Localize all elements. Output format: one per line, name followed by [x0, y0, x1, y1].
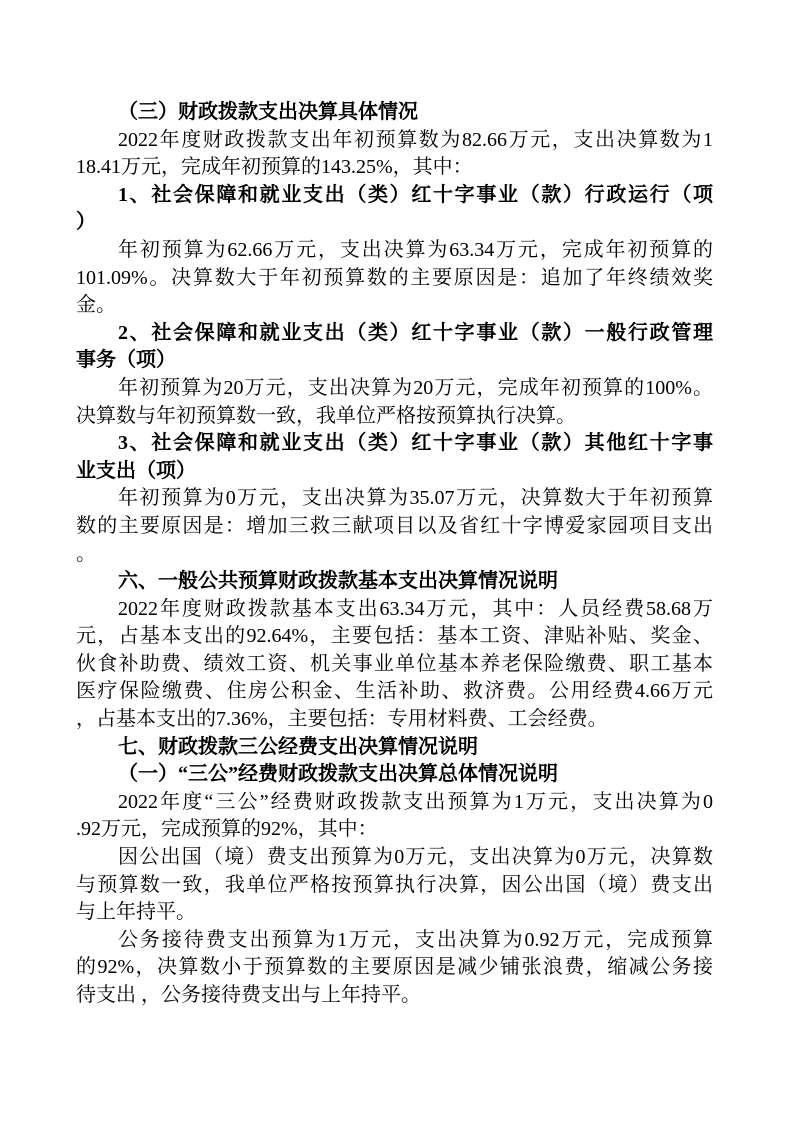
subheading-item-1-continuation: ）: [76, 211, 96, 234]
body-line: 年初预算为0万元，支出决算为35.07万元，决算数大于年初预算: [118, 487, 713, 510]
body-line: 18.41万元，完成年初预算的143.25%，其中：: [76, 156, 473, 179]
subheading-item-2-continuation: 事务（项）: [76, 349, 176, 372]
body-line: 2022年度财政拨款支出年初预算数为82.66万元，支出决算数为1: [118, 128, 713, 151]
body-line: 与上年持平。: [76, 901, 196, 924]
section-heading-three-public-expenses: 七、财政拨款三公经费支出决算情况说明: [118, 735, 478, 758]
body-line: .92万元，完成预算的92%，其中：: [76, 818, 378, 841]
body-line: 2022年度“三公”经费财政拨款支出预算为1万元，支出决算为0: [118, 790, 713, 813]
body-line: 。: [76, 542, 96, 565]
body-line: ，占基本支出的7.36%，主要包括：专用材料费、工会经费。: [76, 708, 608, 731]
body-line: 因公出国（境）费支出预算为0万元，支出决算为0万元，决算数: [118, 846, 713, 869]
body-line: 金。: [76, 294, 116, 317]
subheading-item-3-other-red-cross: 3、社会保障和就业支出（类）红十字事业（款）其他红十字事: [118, 432, 713, 455]
body-line: 年初预算为20万元，支出决算为20万元，完成年初预算的100%。: [118, 376, 713, 399]
body-line: 医疗保险缴费、住房公积金、生活补助、救济费。公用经费4.66万元: [76, 680, 713, 703]
body-line: 待支出 ，公务接待费支出与上年持平。: [76, 984, 421, 1006]
section-heading-fiscal-expenditure-details: （三）财政拨款支出决算具体情况: [118, 101, 418, 123]
document-body: [76, 99, 713, 1010]
subheading-item-3-continuation: 业支出（项）: [76, 459, 196, 482]
body-line: 公务接待费支出预算为1万元，支出决算为0.92万元，完成预算: [118, 928, 713, 951]
body-line: 元，占基本支出的92.64%，主要包括：基本工资、津贴补贴、奖金、: [76, 625, 713, 648]
body-line: 101.09%。决算数大于年初预算数的主要原因是：追加了年终绩效奖: [76, 266, 713, 289]
subheading-three-public-overview: （一）“三公”经费财政拨款支出决算总体情况说明: [118, 763, 558, 786]
body-line: 的92%，决算数小于预算数的主要原因是减少铺张浪费，缩减公务接: [76, 956, 713, 979]
body-line: 伙食补助费、绩效工资、机关事业单位基本养老保险缴费、职工基本: [76, 652, 713, 675]
body-line: 数的主要原因是：增加三救三献项目以及省红十字博爱家园项目支出: [76, 514, 713, 537]
body-line: 年初预算为62.66万元，支出决算为63.34万元，完成年初预算的: [118, 238, 713, 261]
subheading-item-1-admin-operation: 1、社会保障和就业支出（类）红十字事业（款）行政运行（项: [118, 183, 713, 206]
body-line: 决算数与年初预算数一致，我单位严格按预算执行决算。: [76, 404, 576, 427]
subheading-item-2-general-admin-affairs: 2、社会保障和就业支出（类）红十字事业（款）一般行政管理: [118, 321, 713, 344]
section-heading-basic-expenditure: 六、一般公共预算财政拨款基本支出决算情况说明: [118, 570, 558, 593]
body-line: 与预算数一致，我单位严格按预算执行决算，因公出国（境）费支出: [76, 873, 713, 896]
body-line: 2022年度财政拨款基本支出63.34万元，其中：人员经费58.68万: [118, 597, 713, 620]
